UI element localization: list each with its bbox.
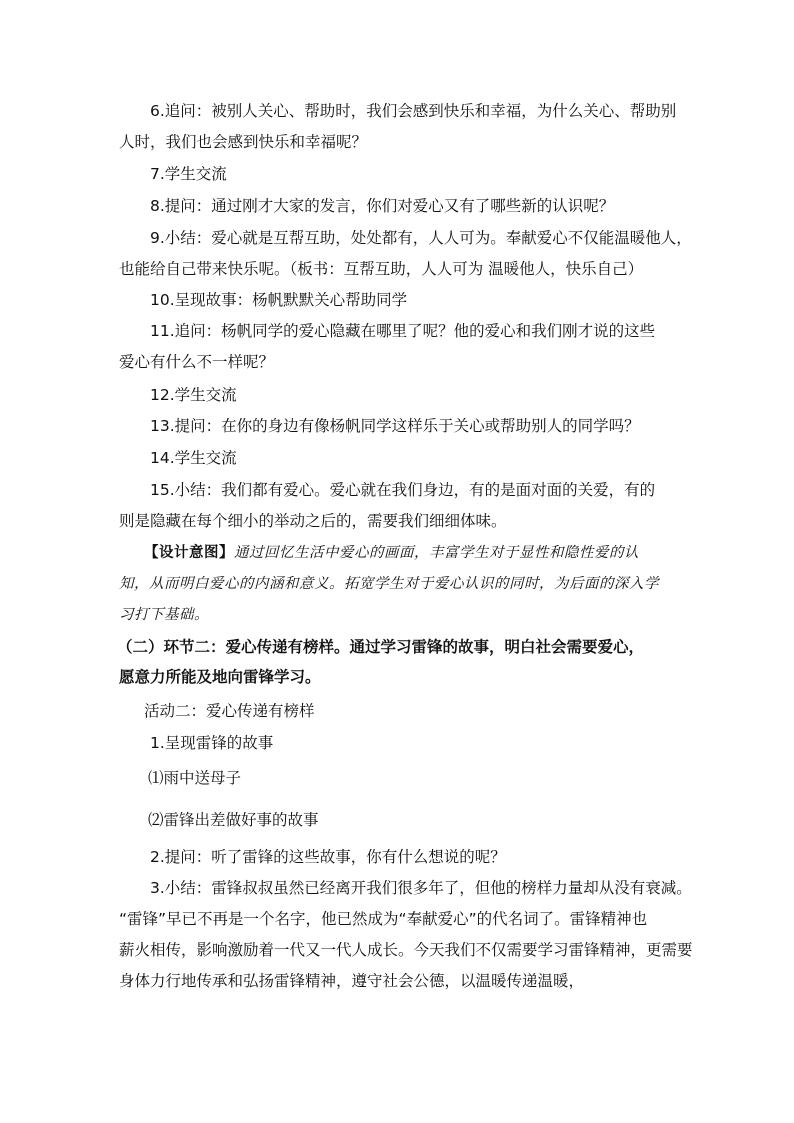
paragraph-line: 也能给自己带来快乐呢。（板书：互帮互助，人人可为 温暖他人，快乐自己） xyxy=(119,260,644,278)
design-intent-line: 知，从而明白爱心的内涵和意义。拓宽学生对于爱心认识的同时，为后面的深入学 xyxy=(119,576,659,592)
paragraph-line: 则是隐藏在每个细小的举动之后的，需要我们细细体味。 xyxy=(119,512,507,530)
section-heading: 愿意力所能及地向雷锋学习。 xyxy=(119,668,321,686)
section-heading: （二）环节二：爱心传递有榜样。通过学习雷锋的故事，明白社会需要爱心， xyxy=(117,638,645,656)
paragraph-line: 1.呈现雷锋的故事 xyxy=(150,734,274,752)
paragraph-line: 8.提问：通过刚才大家的发言，你们对爱心又有了哪些新的认识呢？ xyxy=(150,197,615,215)
paragraph-line: 3.小结：雷锋叔叔虽然已经离开我们很多年了，但他的榜样力量却从没有衰减。 xyxy=(150,879,692,897)
paragraph-line: 爱心有什么不一样呢？ xyxy=(119,353,275,371)
paragraph-line: 人时，我们也会感到快乐和幸福呢？ xyxy=(119,133,368,151)
design-intent-line: 习打下基础。 xyxy=(119,607,209,623)
paragraph-line: 薪火相传，影响激励着一代又一代人成长。今天我们不仅需要学习雷锋精神，更需要 xyxy=(119,941,693,959)
activity-title: 活动二：爱心传递有榜样 xyxy=(144,702,315,720)
paragraph-line: 10.呈现故事：杨帆默默关心帮助同学 xyxy=(150,291,408,309)
design-intent-text: 通过回忆生活中爱心的画面，丰富学生对于显性和隐性爱的认 xyxy=(234,545,639,561)
design-intent-line xyxy=(144,543,639,563)
paragraph-line: 身体力行地传承和弘扬雷锋精神，遵守社会公德，以温暖传递温暖， xyxy=(119,972,585,990)
paragraph-line: 12.学生交流 xyxy=(150,386,237,404)
paragraph-line: 13.提问：在你的身边有像杨帆同学这样乐于关心或帮助别人的同学吗？ xyxy=(150,417,640,435)
paragraph-line: 6.追问：被别人关心、帮助时，我们会感到快乐和幸福，为什么关心、帮助别 xyxy=(150,102,677,120)
paragraph-line: 11.追问：杨帆同学的爱心隐藏在哪里了呢？他的爱心和我们刚才说的这些 xyxy=(150,322,656,340)
paragraph-line: 15.小结：我们都有爱心。爱心就在我们身边，有的是面对面的关爱，有的 xyxy=(150,481,656,499)
paragraph-line: 9.小结：爱心就是互帮互助，处处都有，人人可为。奉献爱心不仅能温暖他人， xyxy=(150,229,692,247)
paragraph-line: 2.提问：听了雷锋的这些故事，你有什么想说的呢？ xyxy=(150,848,506,866)
list-item: ⑵雷锋出差做好事的故事 xyxy=(148,811,319,829)
paragraph-line: 14.学生交流 xyxy=(150,449,237,467)
paragraph-line: “雷锋”早已不再是一个名字，他已然成为“奉献爱心”的代名词了。雷锋精神也 xyxy=(119,910,648,928)
design-intent-tag: 【设计意图】 xyxy=(144,545,234,561)
list-item: ⑴雨中送母子 xyxy=(148,769,242,787)
paragraph-line: 7.学生交流 xyxy=(150,165,227,183)
